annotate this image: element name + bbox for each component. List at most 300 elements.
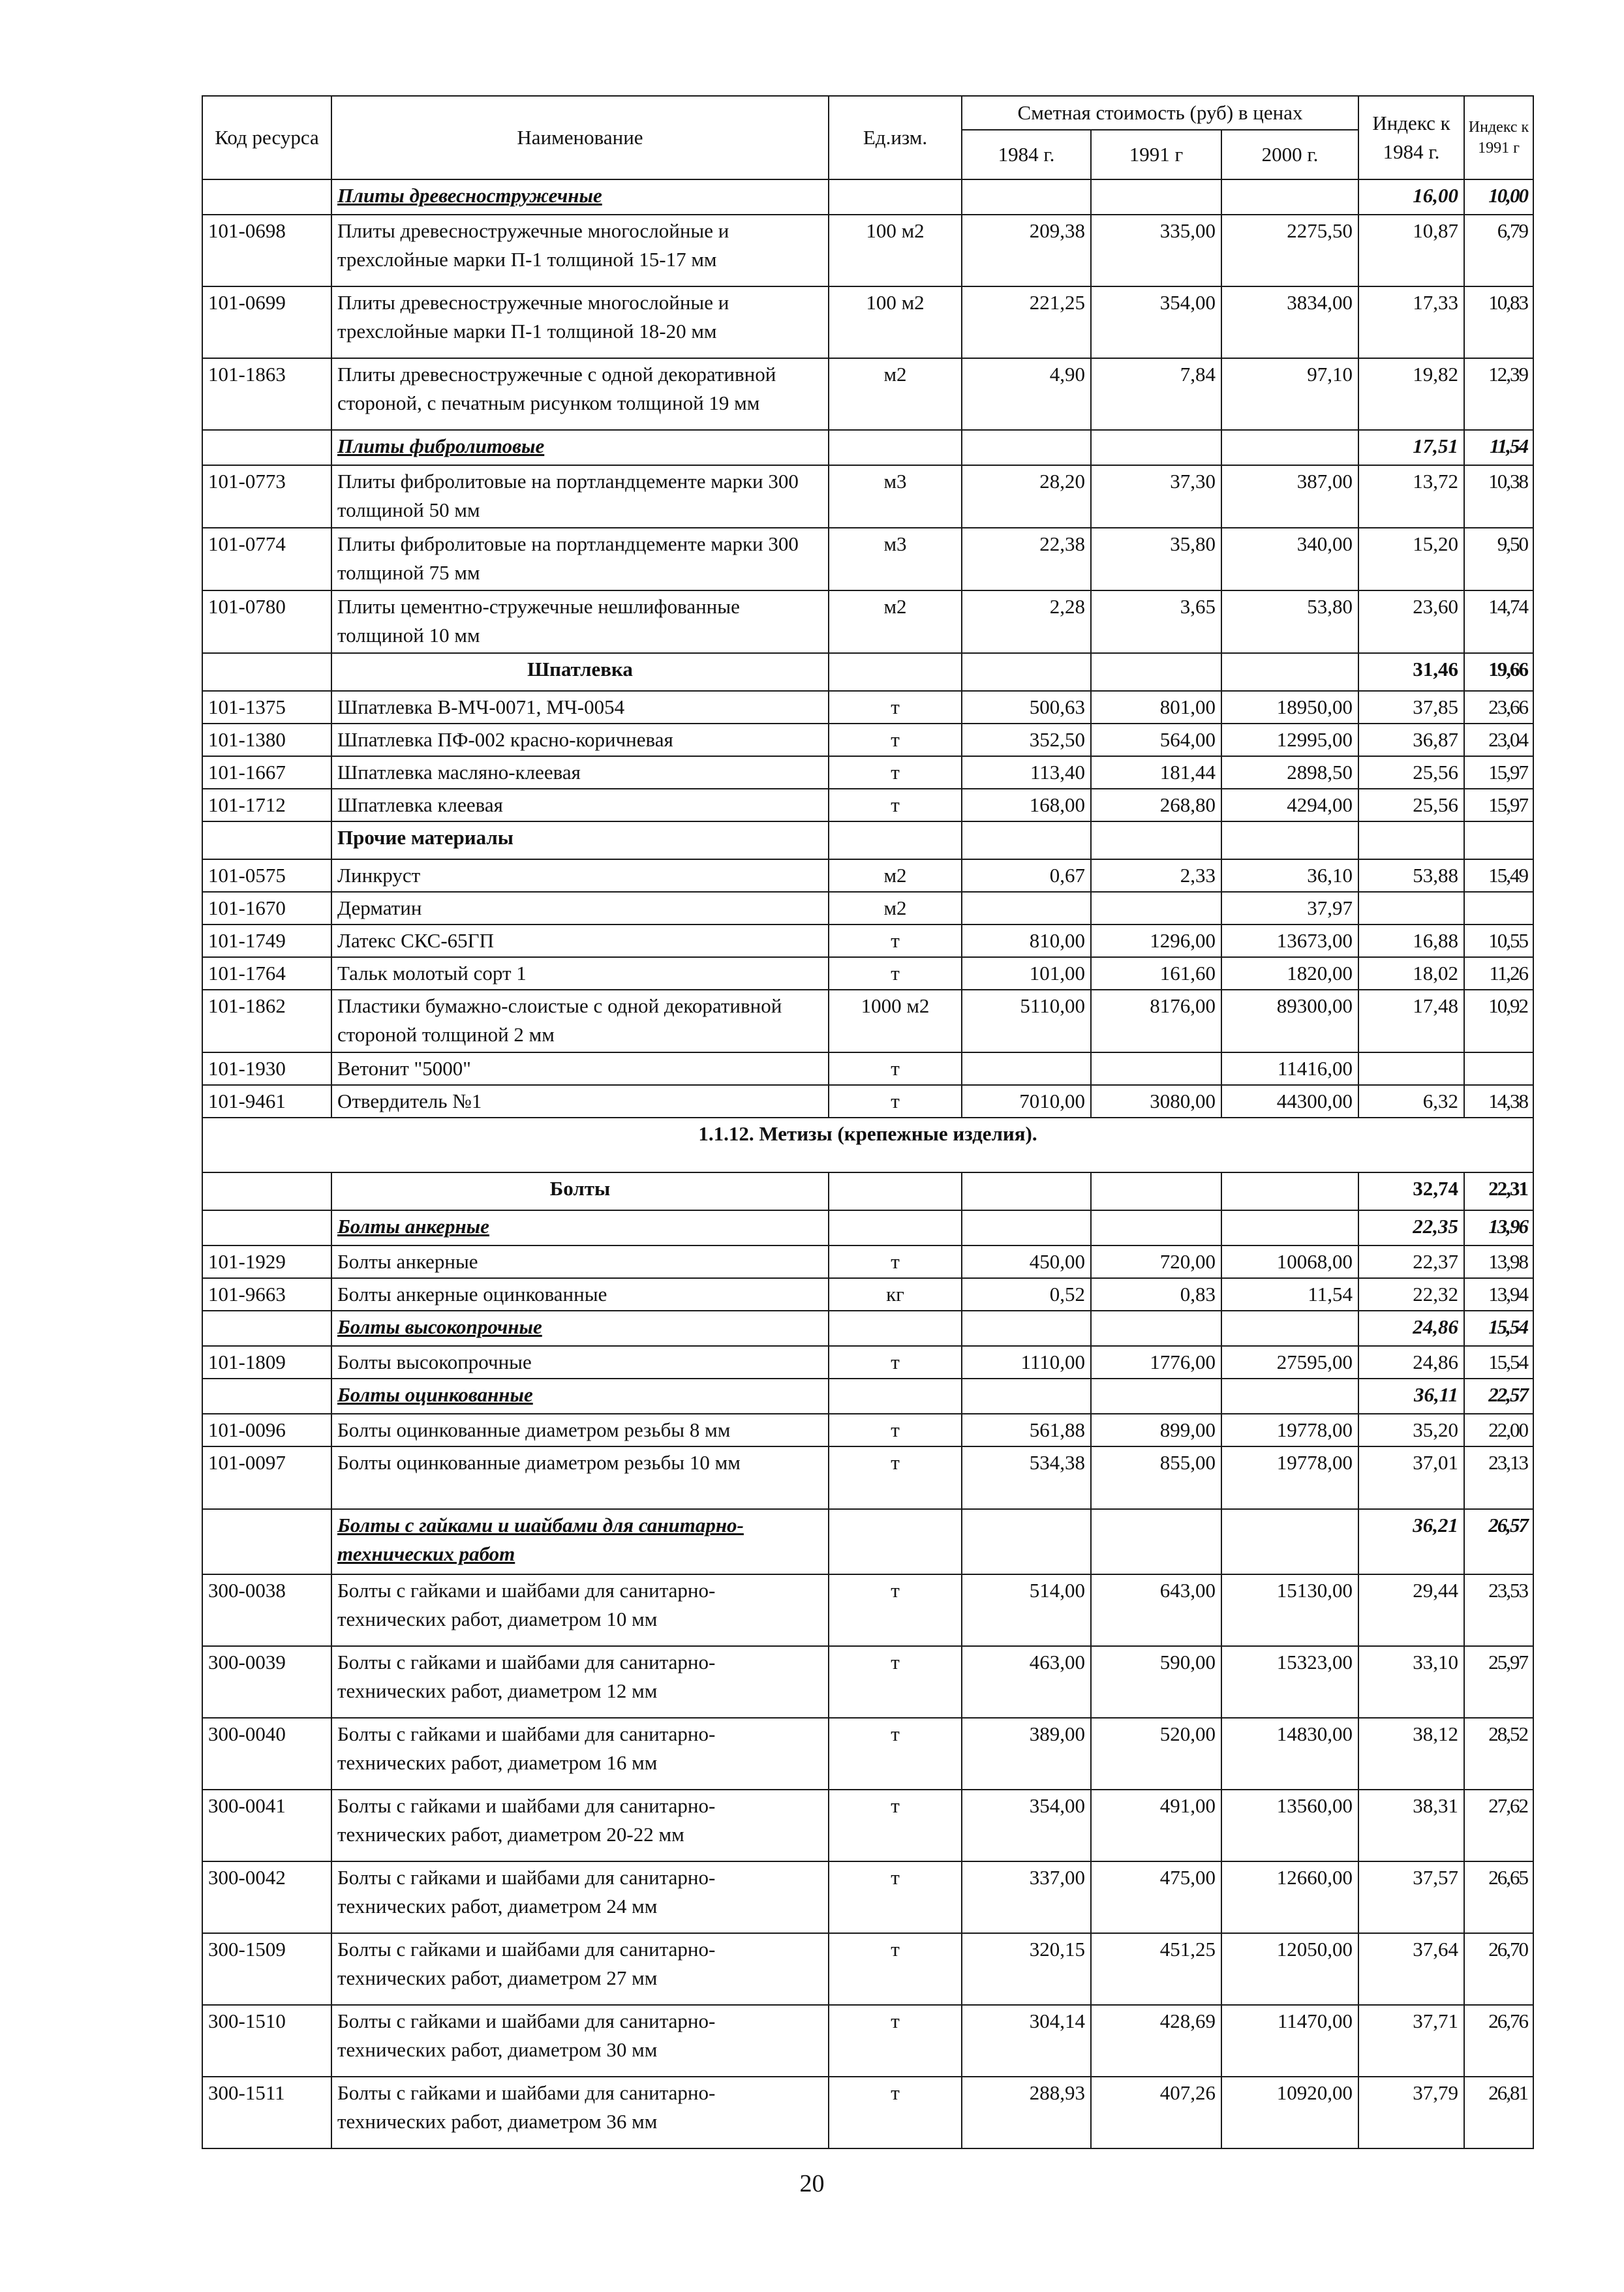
resource-code: 101-0780 — [202, 590, 331, 653]
table-row — [202, 358, 1533, 430]
cost-1991 — [1091, 1379, 1221, 1414]
cost-1991 — [1091, 892, 1221, 924]
section-title: 1.1.12. Метизы (крепежные изделия). — [202, 1118, 1533, 1172]
unit-cell: 100 м2 — [829, 286, 962, 358]
resource-code: 101-1764 — [202, 957, 331, 990]
index-1984: 13,72 — [1358, 465, 1464, 528]
resource-name: Плиты древесностружечные — [331, 179, 829, 215]
table-row — [202, 724, 1533, 756]
index-1984: 37,85 — [1358, 691, 1464, 724]
resource-code: 101-1809 — [202, 1346, 331, 1379]
table-header — [202, 96, 1533, 179]
resource-name: Болты с гайками и шайбами для санитарно-технических работ, диаметром 24 мм — [331, 1861, 829, 1933]
cost-1984 — [962, 179, 1091, 215]
resource-name: Ветонит "5000" — [331, 1052, 829, 1085]
cost-1984: 389,00 — [962, 1718, 1091, 1790]
resource-code: 101-1380 — [202, 724, 331, 756]
page-number: 20 — [799, 2170, 825, 2197]
cost-1984: 168,00 — [962, 789, 1091, 821]
group-row — [202, 821, 1533, 859]
cost-1984: 28,20 — [962, 465, 1091, 528]
resource-code: 300-0038 — [202, 1574, 331, 1646]
resource-name: Плиты древесностружечные многослойные и трехслойные марки П-1 толщиной 15-17 мм — [331, 215, 829, 286]
resource-code: 101-9663 — [202, 1278, 331, 1311]
table-row — [202, 465, 1533, 528]
index-1991: 26,57 — [1464, 1509, 1533, 1574]
cost-1991: 855,00 — [1091, 1446, 1221, 1509]
resource-name: Болты — [331, 1172, 829, 1210]
unit-cell: т — [829, 1052, 962, 1085]
index-1991: 9,50 — [1464, 528, 1533, 590]
index-1991: 15,49 — [1464, 859, 1533, 892]
cost-2000 — [1221, 430, 1358, 465]
index-1984 — [1358, 821, 1464, 859]
index-1991: 26,70 — [1464, 1933, 1533, 2005]
cost-1984 — [962, 1379, 1091, 1414]
cost-2000 — [1221, 1509, 1358, 1574]
resource-code — [202, 1379, 331, 1414]
cost-2000: 97,10 — [1221, 358, 1358, 430]
cost-1984 — [962, 430, 1091, 465]
cost-2000 — [1221, 821, 1358, 859]
index-1984: 35,20 — [1358, 1414, 1464, 1446]
unit-cell: т — [829, 1245, 962, 1278]
table-row — [202, 1861, 1533, 1933]
resource-code — [202, 430, 331, 465]
unit-cell: м2 — [829, 590, 962, 653]
index-1984: 31,46 — [1358, 653, 1464, 691]
resource-name: Отвердитель №1 — [331, 1085, 829, 1118]
index-1984 — [1358, 892, 1464, 924]
unit-cell: т — [829, 1861, 962, 1933]
table-row — [202, 2077, 1533, 2148]
cost-1984: 7010,00 — [962, 1085, 1091, 1118]
resource-name: Шпатлевка В-МЧ-0071, МЧ-0054 — [331, 691, 829, 724]
unit-cell: т — [829, 1346, 962, 1379]
cost-2000: 44300,00 — [1221, 1085, 1358, 1118]
index-1991: 26,65 — [1464, 1861, 1533, 1933]
cost-1984 — [962, 821, 1091, 859]
resource-name: Латекс СКС-65ГП — [331, 924, 829, 957]
cost-1984: 337,00 — [962, 1861, 1091, 1933]
cost-1991: 3,65 — [1091, 590, 1221, 653]
cost-1991: 475,00 — [1091, 1861, 1221, 1933]
resource-code: 101-1929 — [202, 1245, 331, 1278]
index-1984: 16,00 — [1358, 179, 1464, 215]
unit-cell: т — [829, 1646, 962, 1718]
unit-cell: т — [829, 1574, 962, 1646]
resource-name: Болты анкерные — [331, 1245, 829, 1278]
cost-1984: 500,63 — [962, 691, 1091, 724]
cost-2000: 3834,00 — [1221, 286, 1358, 358]
cost-1991: 491,00 — [1091, 1790, 1221, 1861]
index-1984: 24,86 — [1358, 1311, 1464, 1346]
cost-1991: 335,00 — [1091, 215, 1221, 286]
group-row — [202, 653, 1533, 691]
resource-name: Шпатлевка клеевая — [331, 789, 829, 821]
cost-2000: 11470,00 — [1221, 2005, 1358, 2077]
cost-1991: 590,00 — [1091, 1646, 1221, 1718]
index-1984: 36,11 — [1358, 1379, 1464, 1414]
resource-name: Болты с гайками и шайбами для санитарно-технических работ, диаметром 27 мм — [331, 1933, 829, 2005]
cost-1991: 37,30 — [1091, 465, 1221, 528]
unit-cell: м3 — [829, 465, 962, 528]
cost-2000: 19778,00 — [1221, 1446, 1358, 1509]
index-1984: 36,87 — [1358, 724, 1464, 756]
resource-code: 300-0041 — [202, 1790, 331, 1861]
unit-cell: т — [829, 1414, 962, 1446]
cost-2000: 10920,00 — [1221, 2077, 1358, 2148]
table-row — [202, 1278, 1533, 1311]
cost-1991 — [1091, 1509, 1221, 1574]
table-row — [202, 1718, 1533, 1790]
resource-code: 101-1670 — [202, 892, 331, 924]
index-1991: 13,98 — [1464, 1245, 1533, 1278]
index-1991: 11,54 — [1464, 430, 1533, 465]
table-row — [202, 756, 1533, 789]
resource-name: Болты оцинкованные диаметром резьбы 8 мм — [331, 1414, 829, 1446]
resource-name: Болты оцинкованные диаметром резьбы 10 мм — [331, 1446, 829, 1509]
index-1991: 23,13 — [1464, 1446, 1533, 1509]
cost-1984: 2,28 — [962, 590, 1091, 653]
cost-1991: 428,69 — [1091, 2005, 1221, 2077]
resource-name: Шпатлевка масляно-клеевая — [331, 756, 829, 789]
unit-cell: т — [829, 756, 962, 789]
index-1991 — [1464, 1052, 1533, 1085]
unit-cell: т — [829, 789, 962, 821]
resource-code: 101-0096 — [202, 1414, 331, 1446]
index-1984: 19,82 — [1358, 358, 1464, 430]
table-row — [202, 892, 1533, 924]
cost-1991 — [1091, 1210, 1221, 1245]
resource-code: 300-1510 — [202, 2005, 331, 2077]
index-1984: 25,56 — [1358, 789, 1464, 821]
cost-1984: 352,50 — [962, 724, 1091, 756]
cost-1991: 161,60 — [1091, 957, 1221, 990]
cost-1984 — [962, 1172, 1091, 1210]
cost-1991: 520,00 — [1091, 1718, 1221, 1790]
cost-1991: 899,00 — [1091, 1414, 1221, 1446]
cost-2000: 11,54 — [1221, 1278, 1358, 1311]
resource-code: 101-9461 — [202, 1085, 331, 1118]
resource-code: 101-1749 — [202, 924, 331, 957]
cost-1984: 5110,00 — [962, 990, 1091, 1052]
index-1991 — [1464, 821, 1533, 859]
cost-2000: 11416,00 — [1221, 1052, 1358, 1085]
cost-1991: 564,00 — [1091, 724, 1221, 756]
table-row — [202, 789, 1533, 821]
cost-2000: 36,10 — [1221, 859, 1358, 892]
group-row — [202, 1509, 1533, 1574]
resource-code — [202, 1210, 331, 1245]
resource-name: Болты с гайками и шайбами для санитарно-технических работ, диаметром 12 мм — [331, 1646, 829, 1718]
table-row — [202, 1933, 1533, 2005]
cost-1984: 561,88 — [962, 1414, 1091, 1446]
unit-cell: т — [829, 2005, 962, 2077]
cost-1991: 3080,00 — [1091, 1085, 1221, 1118]
group-row — [202, 430, 1533, 465]
table-row — [202, 528, 1533, 590]
resource-name: Плиты фибролитовые — [331, 430, 829, 465]
resource-name: Линкруст — [331, 859, 829, 892]
header-year-1991: 1991 г — [1091, 130, 1221, 179]
resource-code — [202, 1311, 331, 1346]
unit-cell: м2 — [829, 859, 962, 892]
table-row — [202, 1646, 1533, 1718]
section-row — [202, 1118, 1533, 1172]
unit-cell — [829, 1172, 962, 1210]
index-1984: 25,56 — [1358, 756, 1464, 789]
table-row — [202, 1346, 1533, 1379]
cost-1991: 407,26 — [1091, 2077, 1221, 2148]
cost-2000: 2898,50 — [1221, 756, 1358, 789]
resource-name: Болты анкерные — [331, 1210, 829, 1245]
resource-name: Болты с гайками и шайбами для санитарно-технических работ, диаметром 16 мм — [331, 1718, 829, 1790]
resource-name: Болты с гайками и шайбами для санитарно-технических работ, диаметром 36 мм — [331, 2077, 829, 2148]
cost-1984 — [962, 892, 1091, 924]
cost-2000: 27595,00 — [1221, 1346, 1358, 1379]
cost-1984 — [962, 1311, 1091, 1346]
cost-1984: 450,00 — [962, 1245, 1091, 1278]
cost-2000: 14830,00 — [1221, 1718, 1358, 1790]
resource-name: Болты с гайками и шайбами для санитарно-технических работ, диаметром 30 мм — [331, 2005, 829, 2077]
index-1984: 37,57 — [1358, 1861, 1464, 1933]
resource-code — [202, 179, 331, 215]
resource-name: Дерматин — [331, 892, 829, 924]
unit-cell — [829, 430, 962, 465]
index-1991: 15,54 — [1464, 1346, 1533, 1379]
cost-1984: 304,14 — [962, 2005, 1091, 2077]
resource-code — [202, 653, 331, 691]
cost-2000: 53,80 — [1221, 590, 1358, 653]
unit-cell: кг — [829, 1278, 962, 1311]
index-1984: 38,31 — [1358, 1790, 1464, 1861]
index-1984: 29,44 — [1358, 1574, 1464, 1646]
resource-code: 300-1511 — [202, 2077, 331, 2148]
resource-name: Тальк молотый сорт 1 — [331, 957, 829, 990]
header-cost-group: Сметная стоимость (руб) в ценах — [962, 96, 1358, 130]
cost-1984: 288,93 — [962, 2077, 1091, 2148]
index-1991: 19,66 — [1464, 653, 1533, 691]
price-table — [202, 95, 1534, 2149]
cost-2000: 10068,00 — [1221, 1245, 1358, 1278]
index-1984: 37,64 — [1358, 1933, 1464, 2005]
resource-name: Болты анкерные оцинкованные — [331, 1278, 829, 1311]
group-row — [202, 1172, 1533, 1210]
cost-1984: 463,00 — [962, 1646, 1091, 1718]
resource-code: 101-0698 — [202, 215, 331, 286]
index-1991: 10,92 — [1464, 990, 1533, 1052]
index-1991: 14,74 — [1464, 590, 1533, 653]
index-1991: 10,00 — [1464, 179, 1533, 215]
index-1984: 17,51 — [1358, 430, 1464, 465]
unit-cell — [829, 821, 962, 859]
cost-2000 — [1221, 1210, 1358, 1245]
cost-2000 — [1221, 653, 1358, 691]
table-row — [202, 990, 1533, 1052]
index-1991: 15,97 — [1464, 789, 1533, 821]
index-1984: 16,88 — [1358, 924, 1464, 957]
unit-cell: т — [829, 1933, 962, 2005]
cost-2000: 13560,00 — [1221, 1790, 1358, 1861]
index-1991: 28,52 — [1464, 1718, 1533, 1790]
index-1984: 32,74 — [1358, 1172, 1464, 1210]
resource-name: Болты высокопрочные — [331, 1346, 829, 1379]
index-1984: 15,20 — [1358, 528, 1464, 590]
unit-cell — [829, 653, 962, 691]
index-1991: 23,53 — [1464, 1574, 1533, 1646]
cost-1984: 221,25 — [962, 286, 1091, 358]
index-1991: 22,57 — [1464, 1379, 1533, 1414]
index-1991: 22,00 — [1464, 1414, 1533, 1446]
cost-1991: 181,44 — [1091, 756, 1221, 789]
index-1984: 10,87 — [1358, 215, 1464, 286]
index-1984 — [1358, 1052, 1464, 1085]
unit-cell — [829, 179, 962, 215]
index-1991: 12,39 — [1464, 358, 1533, 430]
resource-name: Болты высокопрочные — [331, 1311, 829, 1346]
resource-code — [202, 1509, 331, 1574]
cost-1984: 534,38 — [962, 1446, 1091, 1509]
index-1984: 37,71 — [1358, 2005, 1464, 2077]
unit-cell: м3 — [829, 528, 962, 590]
unit-cell: 100 м2 — [829, 215, 962, 286]
table-row — [202, 924, 1533, 957]
resource-name: Болты с гайками и шайбами для санитарно-технических работ, диаметром 10 мм — [331, 1574, 829, 1646]
resource-code: 101-1667 — [202, 756, 331, 789]
table-body — [202, 179, 1533, 2148]
index-1984: 53,88 — [1358, 859, 1464, 892]
table-row — [202, 1414, 1533, 1446]
cost-2000: 37,97 — [1221, 892, 1358, 924]
resource-name: Болты с гайками и шайбами для санитарно-технических работ — [331, 1509, 829, 1574]
cost-1984: 1110,00 — [962, 1346, 1091, 1379]
index-1991: 6,79 — [1464, 215, 1533, 286]
cost-1991: 2,33 — [1091, 859, 1221, 892]
resource-code: 101-0774 — [202, 528, 331, 590]
table-row — [202, 1790, 1533, 1861]
cost-2000: 4294,00 — [1221, 789, 1358, 821]
cost-1984: 320,15 — [962, 1933, 1091, 2005]
unit-cell: т — [829, 2077, 962, 2148]
cost-2000: 387,00 — [1221, 465, 1358, 528]
index-1991: 15,54 — [1464, 1311, 1533, 1346]
table-row — [202, 286, 1533, 358]
resource-code: 300-0039 — [202, 1646, 331, 1718]
cost-1984: 4,90 — [962, 358, 1091, 430]
header-index-1991: Индекс к 1991 г — [1464, 96, 1533, 179]
index-1984: 37,79 — [1358, 2077, 1464, 2148]
table-row — [202, 590, 1533, 653]
unit-cell — [829, 1210, 962, 1245]
cost-1991: 643,00 — [1091, 1574, 1221, 1646]
cost-1984: 810,00 — [962, 924, 1091, 957]
resource-name: Шпатлевка — [331, 653, 829, 691]
cost-1991 — [1091, 430, 1221, 465]
header-code: Код ресурса — [202, 96, 331, 179]
index-1991: 23,04 — [1464, 724, 1533, 756]
resource-name: Плиты древесностружечные многослойные и трехслойные марки П-1 толщиной 18-20 мм — [331, 286, 829, 358]
resource-code: 300-0042 — [202, 1861, 331, 1933]
resource-code: 101-0097 — [202, 1446, 331, 1509]
index-1991: 10,83 — [1464, 286, 1533, 358]
cost-1984: 101,00 — [962, 957, 1091, 990]
cost-2000: 15130,00 — [1221, 1574, 1358, 1646]
cost-1991: 1776,00 — [1091, 1346, 1221, 1379]
index-1991: 15,97 — [1464, 756, 1533, 789]
cost-2000: 12995,00 — [1221, 724, 1358, 756]
unit-cell: т — [829, 1790, 962, 1861]
resource-name: Болты оцинкованные — [331, 1379, 829, 1414]
cost-2000 — [1221, 1311, 1358, 1346]
cost-2000: 15323,00 — [1221, 1646, 1358, 1718]
index-1991: 23,66 — [1464, 691, 1533, 724]
resource-name: Плиты фибролитовые на портландцементе марки 300 толщиной 50 мм — [331, 465, 829, 528]
cost-1991: 354,00 — [1091, 286, 1221, 358]
cost-2000: 2275,50 — [1221, 215, 1358, 286]
index-1991: 14,38 — [1464, 1085, 1533, 1118]
resource-name: Болты с гайками и шайбами для санитарно-технических работ, диаметром 20-22 мм — [331, 1790, 829, 1861]
index-1984: 37,01 — [1358, 1446, 1464, 1509]
header-name: Наименование — [331, 96, 829, 179]
index-1991: 10,55 — [1464, 924, 1533, 957]
unit-cell: м2 — [829, 892, 962, 924]
resource-code: 101-1863 — [202, 358, 331, 430]
resource-name: Плиты древесностружечные с одной декоративной стороной, с печатным рисунком толщиной 19 мм — [331, 358, 829, 430]
resource-code: 101-1375 — [202, 691, 331, 724]
table-row — [202, 691, 1533, 724]
cost-2000 — [1221, 1379, 1358, 1414]
index-1984: 33,10 — [1358, 1646, 1464, 1718]
cost-1991: 35,80 — [1091, 528, 1221, 590]
index-1991: 13,96 — [1464, 1210, 1533, 1245]
table-row — [202, 1574, 1533, 1646]
unit-cell: т — [829, 924, 962, 957]
cost-1991: 0,83 — [1091, 1278, 1221, 1311]
resource-name: Шпатлевка ПФ-002 красно-коричневая — [331, 724, 829, 756]
table-row — [202, 2005, 1533, 2077]
resource-code: 101-0575 — [202, 859, 331, 892]
resource-code — [202, 1172, 331, 1210]
index-1991: 22,31 — [1464, 1172, 1533, 1210]
unit-cell: 1000 м2 — [829, 990, 962, 1052]
cost-1984: 209,38 — [962, 215, 1091, 286]
resource-code: 101-1930 — [202, 1052, 331, 1085]
unit-cell: т — [829, 957, 962, 990]
cost-2000: 12050,00 — [1221, 1933, 1358, 2005]
table-row — [202, 1052, 1533, 1085]
cost-2000: 340,00 — [1221, 528, 1358, 590]
group-row — [202, 1311, 1533, 1346]
cost-1984: 113,40 — [962, 756, 1091, 789]
header-year-1984: 1984 г. — [962, 130, 1091, 179]
unit-cell: м2 — [829, 358, 962, 430]
table-row — [202, 957, 1533, 990]
resource-name: Плиты цементно-стружечные нешлифованные толщиной 10 мм — [331, 590, 829, 653]
index-1984: 36,21 — [1358, 1509, 1464, 1574]
index-1991: 13,94 — [1464, 1278, 1533, 1311]
index-1984: 17,48 — [1358, 990, 1464, 1052]
cost-1984: 514,00 — [962, 1574, 1091, 1646]
cost-1991 — [1091, 653, 1221, 691]
unit-cell — [829, 1509, 962, 1574]
index-1984: 22,32 — [1358, 1278, 1464, 1311]
index-1991 — [1464, 892, 1533, 924]
unit-cell: т — [829, 1085, 962, 1118]
cost-1984 — [962, 1210, 1091, 1245]
cost-2000 — [1221, 1172, 1358, 1210]
unit-cell: т — [829, 691, 962, 724]
